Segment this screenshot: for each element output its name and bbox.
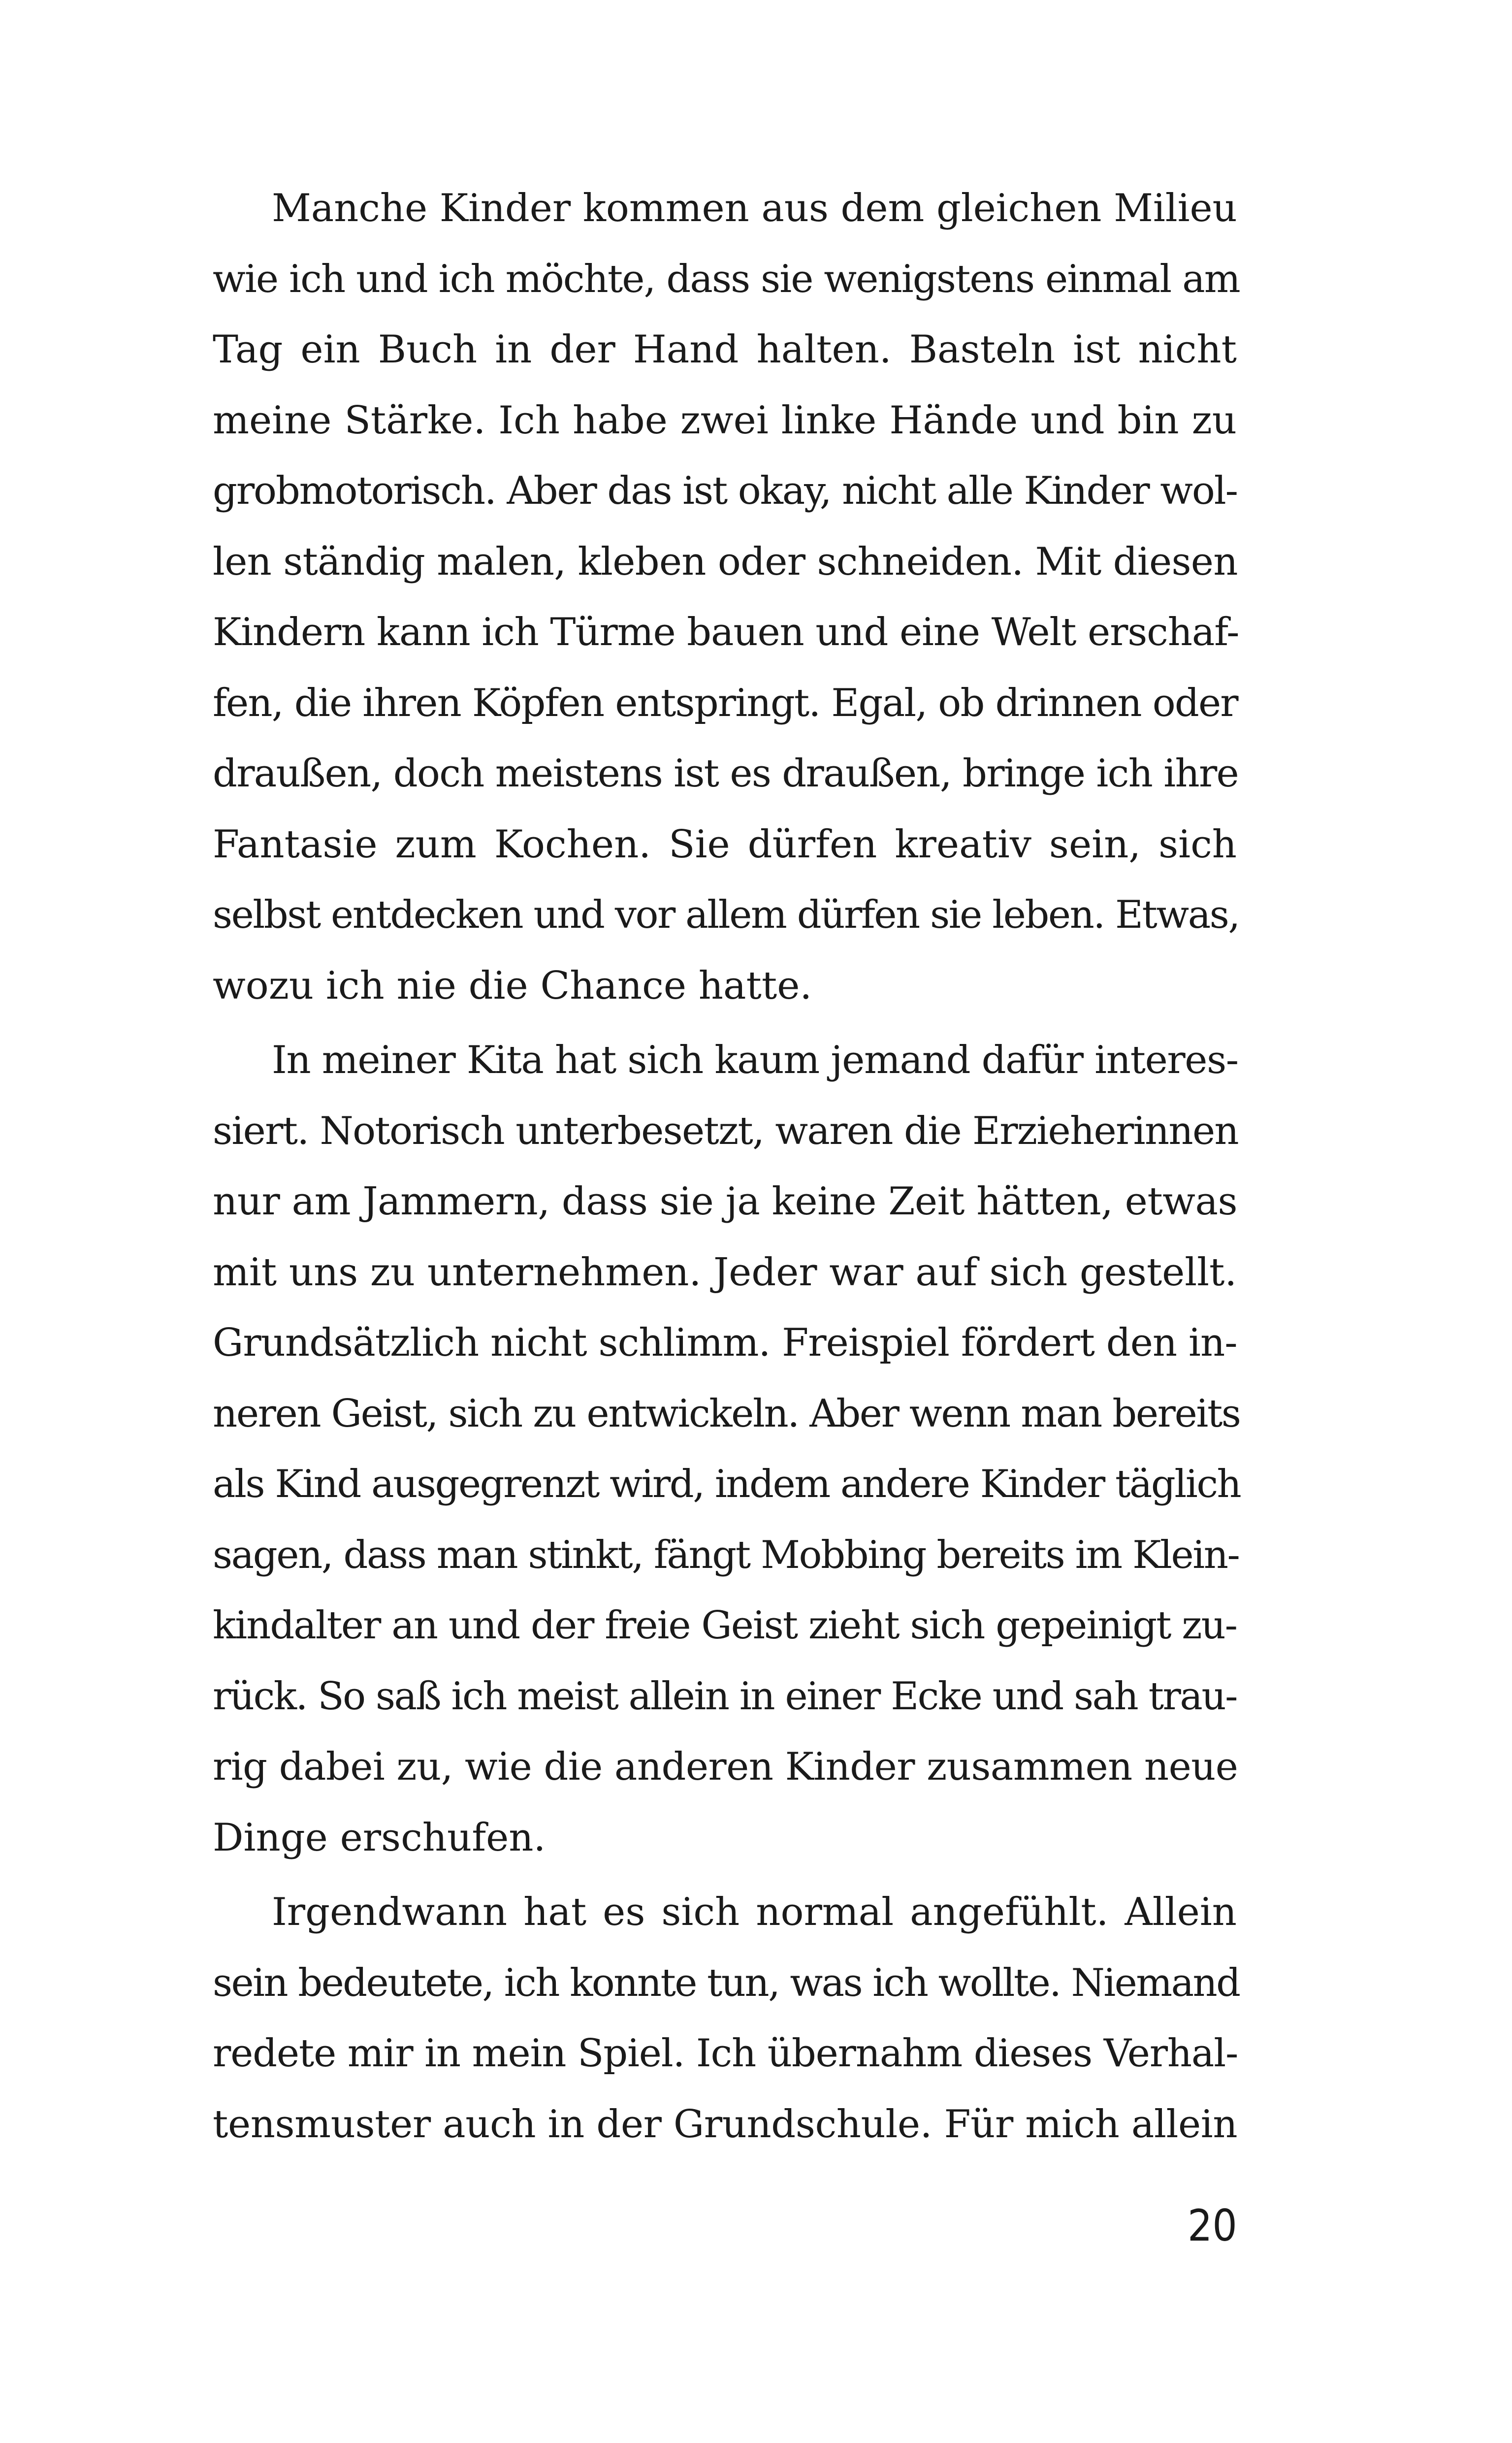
page-number: 20	[1188, 2200, 1237, 2251]
text-line: redete mir in mein Spiel. Ich übernahm dieses Verhal-	[213, 2031, 1238, 2076]
text-line: grobmotorisch. Aber das ist okay, nicht alle Kinder wol-	[213, 469, 1237, 513]
text-line: Grundsätzlich nicht schlimm. Freispiel fördert den in-	[213, 1321, 1237, 1365]
text-line: Fantasie zum Kochen. Sie dürfen kreativ sein, sich	[213, 822, 1237, 867]
text-line: Irgendwann hat es sich normal angefühlt. Allein	[272, 1890, 1237, 1934]
paragraph	[213, 173, 1240, 1021]
text-line: In meiner Kita hat sich kaum jemand dafür interes-	[272, 1038, 1238, 1082]
text-line: siert. Notorisch unterbesetzt, waren die Erzieherinnen	[213, 1108, 1238, 1153]
text-line: als Kind ausgegrenzt wird, indem andere Kinder täglich	[213, 1462, 1241, 1506]
text-line: rig dabei zu, wie die anderen Kinder zusammen neue	[213, 1745, 1238, 1789]
text-line: fen, die ihren Köpfen entspringt. Egal, ob drinnen oder	[213, 681, 1238, 725]
text-line: neren Geist, sich zu entwickeln. Aber wenn man bereits	[213, 1391, 1240, 1436]
text-line: rück. So saß ich meist allein in einer Ecke und sah trau-	[213, 1674, 1237, 1719]
paragraph-spacer	[213, 1021, 1237, 1025]
paragraph-spacer	[213, 1873, 1237, 1877]
text-line: draußen, doch meistens ist es draußen, bringe ich ihre	[213, 751, 1239, 796]
text-line: Tag ein Buch in der Hand halten. Basteln ist nicht	[213, 327, 1237, 372]
body-text	[213, 173, 1241, 2160]
text-line: meine Stärke. Ich habe zwei linke Hände und bin zu	[213, 398, 1237, 443]
text-line: Kindern kann ich Türme bauen und eine Welt erschaf-	[213, 610, 1239, 654]
text-line: selbst entdecken und vor allem dürfen sie leben. Etwas,	[213, 893, 1239, 937]
text-line: wie ich und ich möchte, dass sie wenigstens einmal am	[213, 257, 1240, 301]
paragraph	[213, 1025, 1241, 1873]
text-line: sagen, dass man stinkt, fängt Mobbing bereits im Klein-	[213, 1532, 1239, 1577]
text-line: mit uns zu unternehmen. Jeder war auf sich gestellt.	[213, 1250, 1237, 1295]
text-line: nur am Jammern, dass sie ja keine Zeit hätten, etwas	[213, 1179, 1237, 1224]
text-line: tensmuster auch in der Grundschule. Für mich allein	[213, 2102, 1238, 2147]
text-line: kindalter an und der freie Geist zieht sich gepeinigt zu-	[213, 1603, 1237, 1648]
text-line: len ständig malen, kleben oder schneiden. Mit diesen	[213, 539, 1238, 584]
text-line: wozu ich nie die Chance hatte.	[213, 963, 812, 1008]
text-line: Dinge erschufen.	[213, 1815, 546, 1860]
text-line: Manche Kinder kommen aus dem gleichen Milieu	[272, 186, 1237, 230]
text-line: sein bedeutete, ich konnte tun, was ich wollte. Niemand	[213, 1960, 1240, 2005]
paragraph	[213, 1877, 1240, 2160]
